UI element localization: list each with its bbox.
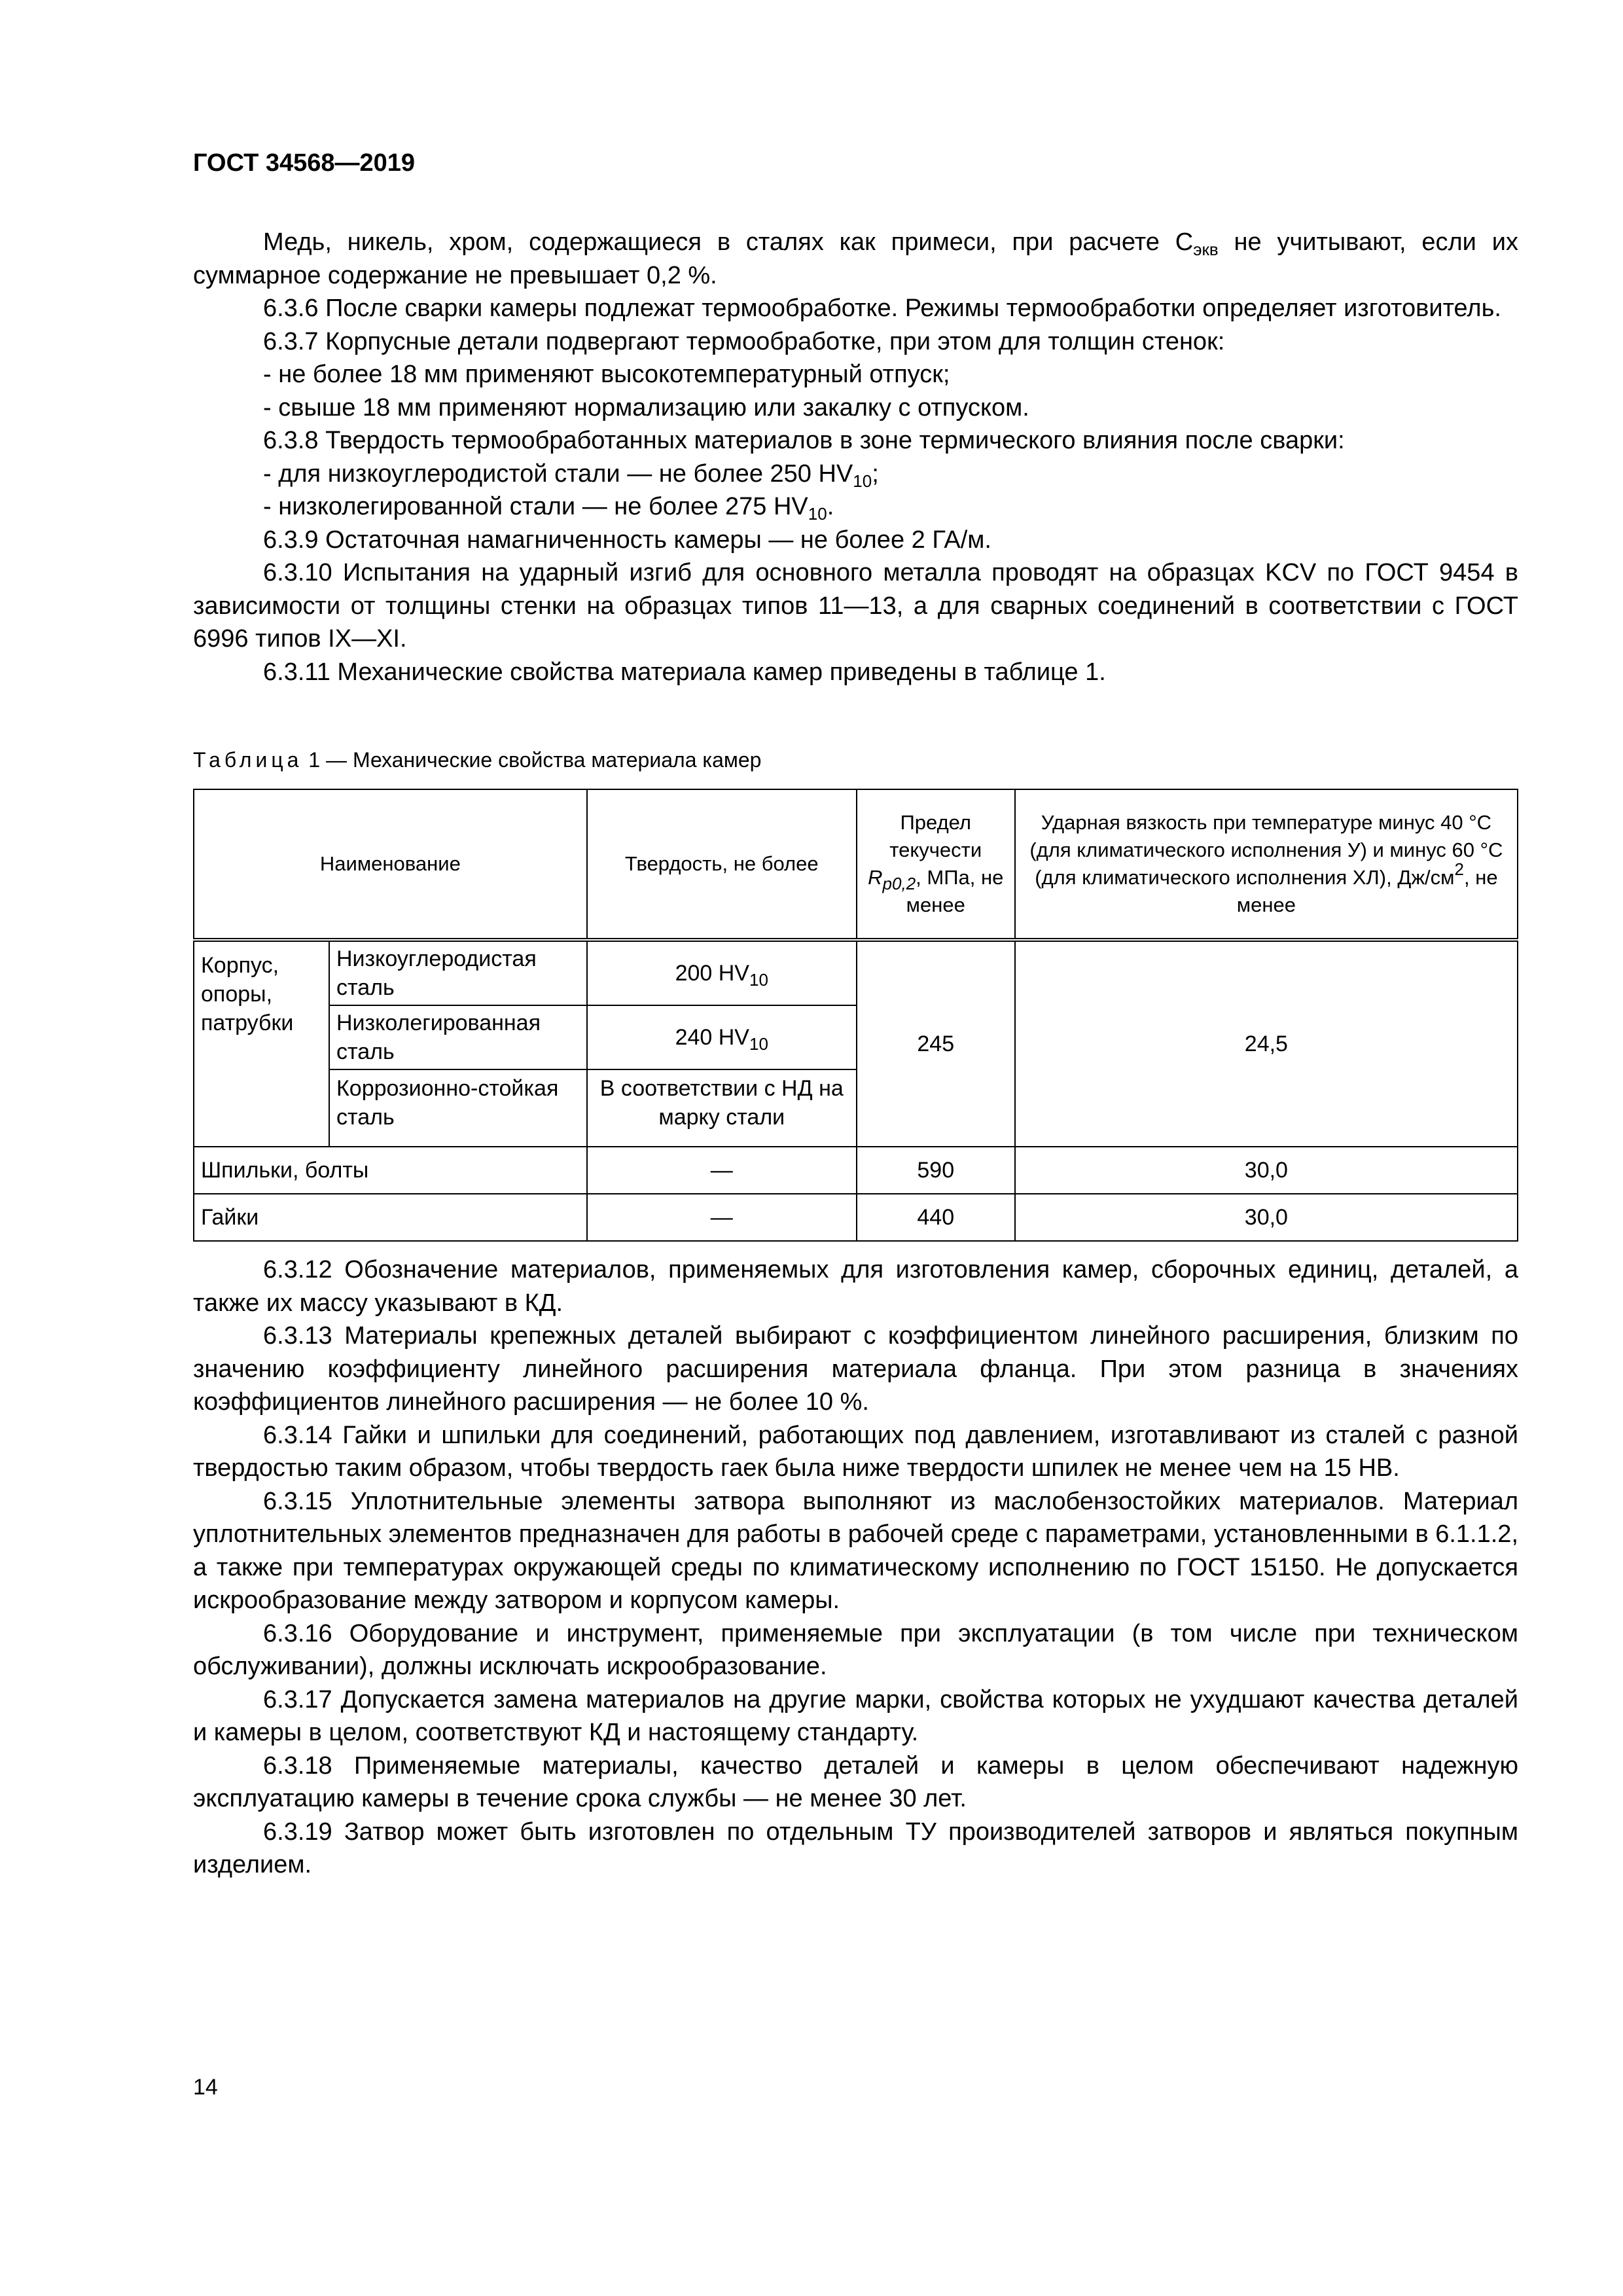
- table-row: [194, 940, 1518, 1005]
- clause-6-3-10: 6.3.10 Испытания на ударный изгиб для основного металла проводят на образцах KCV по ГОСТ 9454 в зависимости от толщины стенки на образцах типов 11—13, а для сварных соединений в соответствии с ГОСТ 6996 типов IX—XI.: [193, 559, 1518, 653]
- list-item: - не более 18 мм применяют высокотемпературный отпуск;: [263, 361, 950, 388]
- subscript: p0,2: [882, 874, 916, 893]
- text-span: Предел текучести: [889, 811, 982, 861]
- clause-6-3-15: 6.3.15 Уплотнительные элементы затвора выполняют из маслобензостойких материалов. Материал уплотнительных элементов предназначен для работы в рабочей среде с параметрами, установленными в 6.1.1.2, а также при температурах окружающей среды по климатическому исполнению по ГОСТ 15150. Не допускается искрообразование между затвором и корпусом камеры.: [193, 1487, 1518, 1614]
- text-span: Ударная вязкость при температуре минус 40 °С (для климатического исполнения У) и минус 60 °С (для климатического исполнения ХЛ), Дж/см: [1029, 811, 1503, 889]
- cell-name: Низкоуглеродистая сталь: [329, 940, 587, 1005]
- list-item: [193, 457, 1518, 491]
- subscript: 10: [749, 970, 768, 990]
- text-span: , МПа, не менее: [906, 866, 1004, 916]
- group-cell: Корпус, опоры, патрубки: [194, 940, 329, 1147]
- cell-hardness: [587, 1005, 857, 1069]
- header-hardness: Твердость, не более: [587, 789, 857, 940]
- text-span: 240 HV: [675, 1025, 749, 1050]
- cell-hardness: В соответствии с НД на марку стали: [587, 1069, 857, 1147]
- clause-6-3-17: 6.3.17 Допускается замена материалов на другие марки, свойства которых не ухудшают качества деталей и камеры в целом, соответствуют КД и настоящему стандарту.: [193, 1685, 1518, 1746]
- clause-6-3-18: 6.3.18 Применяемые материалы, качество деталей и камеры в целом обеспечивают надежную эксплуатацию камеры в течение срока службы — не менее 30 лет.: [193, 1751, 1518, 1812]
- text-span: Медь, никель, хром, содержащиеся в сталях как примеси, при расчете С: [263, 228, 1194, 256]
- text-span: - для низкоуглеродистой стали — не более 250 HV: [263, 459, 853, 488]
- body-text-bottom: [193, 1253, 1518, 1882]
- mechanical-properties-table: [193, 789, 1518, 1242]
- table-row: [194, 1147, 1518, 1194]
- clause-6-3-6: 6.3.6 После сварки камеры подлежат термообработке. Режимы термообработки определяет изготовитель.: [263, 295, 1501, 322]
- subscript: 10: [749, 1034, 768, 1054]
- clause-6-3-16: 6.3.16 Оборудование и инструмент, применяемые при эксплуатации (в том числе при техническом обслуживании), должны исключать искрообразование.: [193, 1619, 1518, 1680]
- header-yield: [857, 789, 1015, 940]
- text-span: , не менее: [1236, 866, 1498, 916]
- clause-6-3-12: 6.3.12 Обозначение материалов, применяемых для изготовления камер, сборочных единиц, деталей, а также их массу указывают в КД.: [193, 1256, 1518, 1317]
- text-span: - низколегированной стали — не более 275 HV: [263, 493, 808, 520]
- table-caption: [193, 748, 761, 772]
- list-item: [193, 490, 1518, 524]
- symbol-r: R: [868, 866, 883, 889]
- header-impact: [1015, 789, 1518, 940]
- subscript: экв: [1193, 240, 1219, 259]
- caption-text: 1 — Механические свойства материала камер: [302, 748, 762, 772]
- cell-hardness: —: [587, 1147, 857, 1194]
- cell-hardness: —: [587, 1194, 857, 1241]
- cell-impact: 30,0: [1015, 1147, 1518, 1194]
- cell-name: Шпильки, болты: [194, 1147, 587, 1194]
- text-span: не учитывают, если их суммарное содержание не превышает 0,2 %.: [193, 228, 1518, 289]
- text-span: .: [827, 493, 834, 520]
- clause-6-3-8: 6.3.8 Твердость термообработанных материалов в зоне термического влияния после сварки:: [263, 427, 1345, 454]
- list-item: - свыше 18 мм применяют нормализацию или закалку с отпуском.: [263, 393, 1029, 422]
- cell-yield: 440: [857, 1194, 1015, 1241]
- subscript: 10: [808, 504, 827, 524]
- cell-impact: 24,5: [1015, 940, 1518, 1147]
- header-name: Наименование: [194, 789, 587, 940]
- cell-name: Гайки: [194, 1194, 587, 1241]
- clause-6-3-19: 6.3.19 Затвор может быть изготовлен по отдельным ТУ производителей затворов и являться покупным изделием.: [193, 1818, 1518, 1878]
- table-header-row: [194, 789, 1518, 940]
- clause-6-3-7: 6.3.7 Корпусные детали подвергают термообработке, при этом для толщин стенок:: [263, 327, 1225, 355]
- cell-name: Коррозионно-стойкая сталь: [329, 1069, 587, 1147]
- cell-name: Низколегированная сталь: [329, 1005, 587, 1069]
- caption-label: Таблица: [193, 748, 303, 772]
- paragraph-impurities: [193, 226, 1518, 292]
- body-text-top: [193, 226, 1518, 689]
- subscript: 10: [853, 471, 872, 491]
- cell-impact: 30,0: [1015, 1194, 1518, 1241]
- clause-6-3-9: 6.3.9 Остаточная намагниченность камеры — не более 2 ГА/м.: [263, 526, 991, 554]
- page-number: 14: [193, 2075, 218, 2100]
- table-row: [194, 1194, 1518, 1241]
- clause-6-3-13: 6.3.13 Материалы крепежных деталей выбирают с коэффициентом линейного расширения, близким по значению коэффициенту линейного расширения материала фланца. При этом разница в значениях коэффициентов линейного расширения — не более 10 %.: [193, 1322, 1518, 1416]
- cell-yield: 245: [857, 940, 1015, 1147]
- document-header: ГОСТ 34568—2019: [193, 149, 416, 177]
- cell-yield: 590: [857, 1147, 1015, 1194]
- cell-hardness: [587, 940, 857, 1005]
- text-span: 200 HV: [675, 961, 749, 986]
- superscript: 2: [1454, 859, 1464, 879]
- clause-6-3-14: 6.3.14 Гайки и шпильки для соединений, работающих под давлением, изготавливают из сталей с разной твердостью таким образом, чтобы твердость гаек была ниже твердости шпилек не менее чем на 15 НВ.: [193, 1421, 1518, 1482]
- clause-6-3-11: 6.3.11 Механические свойства материала камер приведены в таблице 1.: [263, 658, 1106, 686]
- text-span: ;: [872, 459, 879, 488]
